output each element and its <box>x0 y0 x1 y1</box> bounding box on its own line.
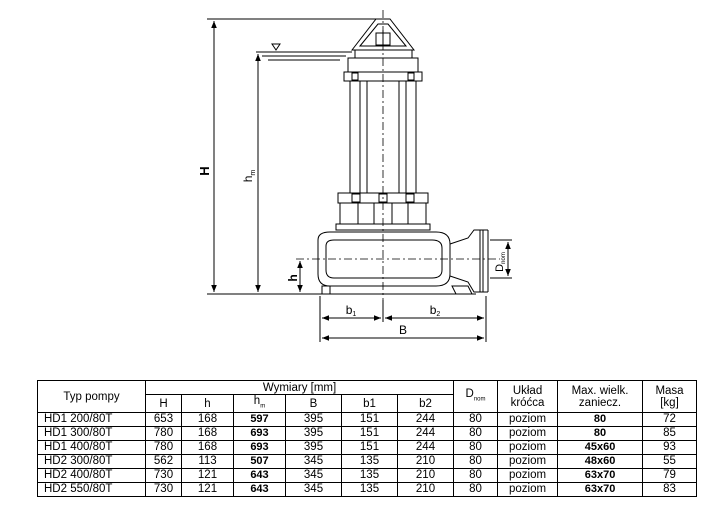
cell-H: 653 <box>146 413 182 427</box>
cell-hm: 693 <box>234 441 286 455</box>
cell-B: 395 <box>286 427 342 441</box>
table-row <box>38 455 697 469</box>
label-B: B <box>398 323 408 337</box>
col-header-h: h <box>182 395 234 413</box>
cell-B: 345 <box>286 469 342 483</box>
cell-B: 345 <box>286 483 342 497</box>
cell-hm: 643 <box>234 483 286 497</box>
cell-dnom: 80 <box>454 427 498 441</box>
water-level-symbol <box>256 44 352 60</box>
cell-typ: HD1 200/80T <box>38 413 146 427</box>
cell-B: 345 <box>286 455 342 469</box>
label-b2: b2 <box>429 303 441 318</box>
cell-h: 121 <box>182 469 234 483</box>
table-row <box>38 427 697 441</box>
cell-h: 168 <box>182 427 234 441</box>
table-row <box>38 441 697 455</box>
table-row <box>38 413 697 427</box>
cell-uklad: poziom <box>498 441 558 455</box>
cell-masa: 93 <box>643 441 697 455</box>
cell-hm: 693 <box>234 427 286 441</box>
cell-dnom: 80 <box>454 441 498 455</box>
cell-H: 730 <box>146 483 182 497</box>
col-header-dnom: $D_{nom}$ <box>454 381 498 413</box>
cell-H: 562 <box>146 455 182 469</box>
cell-masa: 85 <box>643 427 697 441</box>
label-hm: $h_m$ <box>241 169 257 183</box>
cell-dnom: 80 <box>454 483 498 497</box>
table-row <box>38 483 697 497</box>
col-header-masa: Masa [kg] <box>643 381 697 413</box>
cell-b2: 210 <box>398 455 454 469</box>
cell-b1: 135 <box>342 483 398 497</box>
cell-typ: HD1 400/80T <box>38 441 146 455</box>
cell-max: 63x70 <box>558 469 643 483</box>
cell-b2: 244 <box>398 427 454 441</box>
cell-uklad: poziom <box>498 413 558 427</box>
cell-hm: 643 <box>234 469 286 483</box>
cell-b2: 210 <box>398 483 454 497</box>
cell-max: 63x70 <box>558 483 643 497</box>
col-header-hm: $h_m$ <box>234 395 286 413</box>
cell-masa: 79 <box>643 469 697 483</box>
cell-H: 730 <box>146 469 182 483</box>
table-body <box>38 413 697 497</box>
cell-uklad: poziom <box>498 455 558 469</box>
cell-uklad: poziom <box>498 427 558 441</box>
col-header-uklad: Układ króćca <box>498 381 558 413</box>
cell-H: 780 <box>146 441 182 455</box>
cell-b1: 135 <box>342 469 398 483</box>
cell-typ: HD2 550/80T <box>38 483 146 497</box>
cell-uklad: poziom <box>498 483 558 497</box>
cell-hm: 597 <box>234 413 286 427</box>
cell-b2: 210 <box>398 469 454 483</box>
cell-b2: 244 <box>398 413 454 427</box>
col-header-H: H <box>146 395 182 413</box>
col-header-wymiary: Wymiary [mm] <box>146 381 454 395</box>
cell-masa: 83 <box>643 483 697 497</box>
cell-max: 80 <box>558 413 643 427</box>
cell-typ: HD2 400/80T <box>38 469 146 483</box>
cell-h: 121 <box>182 483 234 497</box>
table-row <box>38 469 697 483</box>
label-h: h <box>286 274 300 282</box>
cell-masa: 72 <box>643 413 697 427</box>
cell-B: 395 <box>286 441 342 455</box>
cell-dnom: 80 <box>454 469 498 483</box>
cell-max: 80 <box>558 427 643 441</box>
cell-masa: 55 <box>643 455 697 469</box>
cell-b1: 151 <box>342 441 398 455</box>
cell-uklad: poziom <box>498 469 558 483</box>
col-header-b1: b1 <box>342 395 398 413</box>
cell-b1: 135 <box>342 455 398 469</box>
col-header-b2: b2 <box>398 395 454 413</box>
col-header-typ: Typ pompy <box>38 381 146 413</box>
cell-dnom: 80 <box>454 455 498 469</box>
pump-specification-table <box>37 380 697 497</box>
cell-typ: HD2 300/80T <box>38 455 146 469</box>
cell-h: 168 <box>182 413 234 427</box>
cell-B: 395 <box>286 413 342 427</box>
table-header-row-1 <box>38 381 697 395</box>
col-header-max: Max. wielk. zaniecz. <box>558 381 643 413</box>
cell-b2: 244 <box>398 441 454 455</box>
cell-hm: 507 <box>234 455 286 469</box>
label-Dnom: Dnom <box>494 252 507 272</box>
cell-b1: 151 <box>342 427 398 441</box>
cell-max: 45x60 <box>558 441 643 455</box>
cell-typ: HD1 300/80T <box>38 427 146 441</box>
label-H: H <box>197 166 212 176</box>
cell-max: 48x60 <box>558 455 643 469</box>
cell-h: 168 <box>182 441 234 455</box>
col-header-B: B <box>286 395 342 413</box>
cell-dnom: 80 <box>454 413 498 427</box>
label-b1: b1 <box>345 303 357 318</box>
cell-H: 780 <box>146 427 182 441</box>
cell-h: 113 <box>182 455 234 469</box>
pump-outline <box>318 19 488 294</box>
cell-b1: 151 <box>342 413 398 427</box>
